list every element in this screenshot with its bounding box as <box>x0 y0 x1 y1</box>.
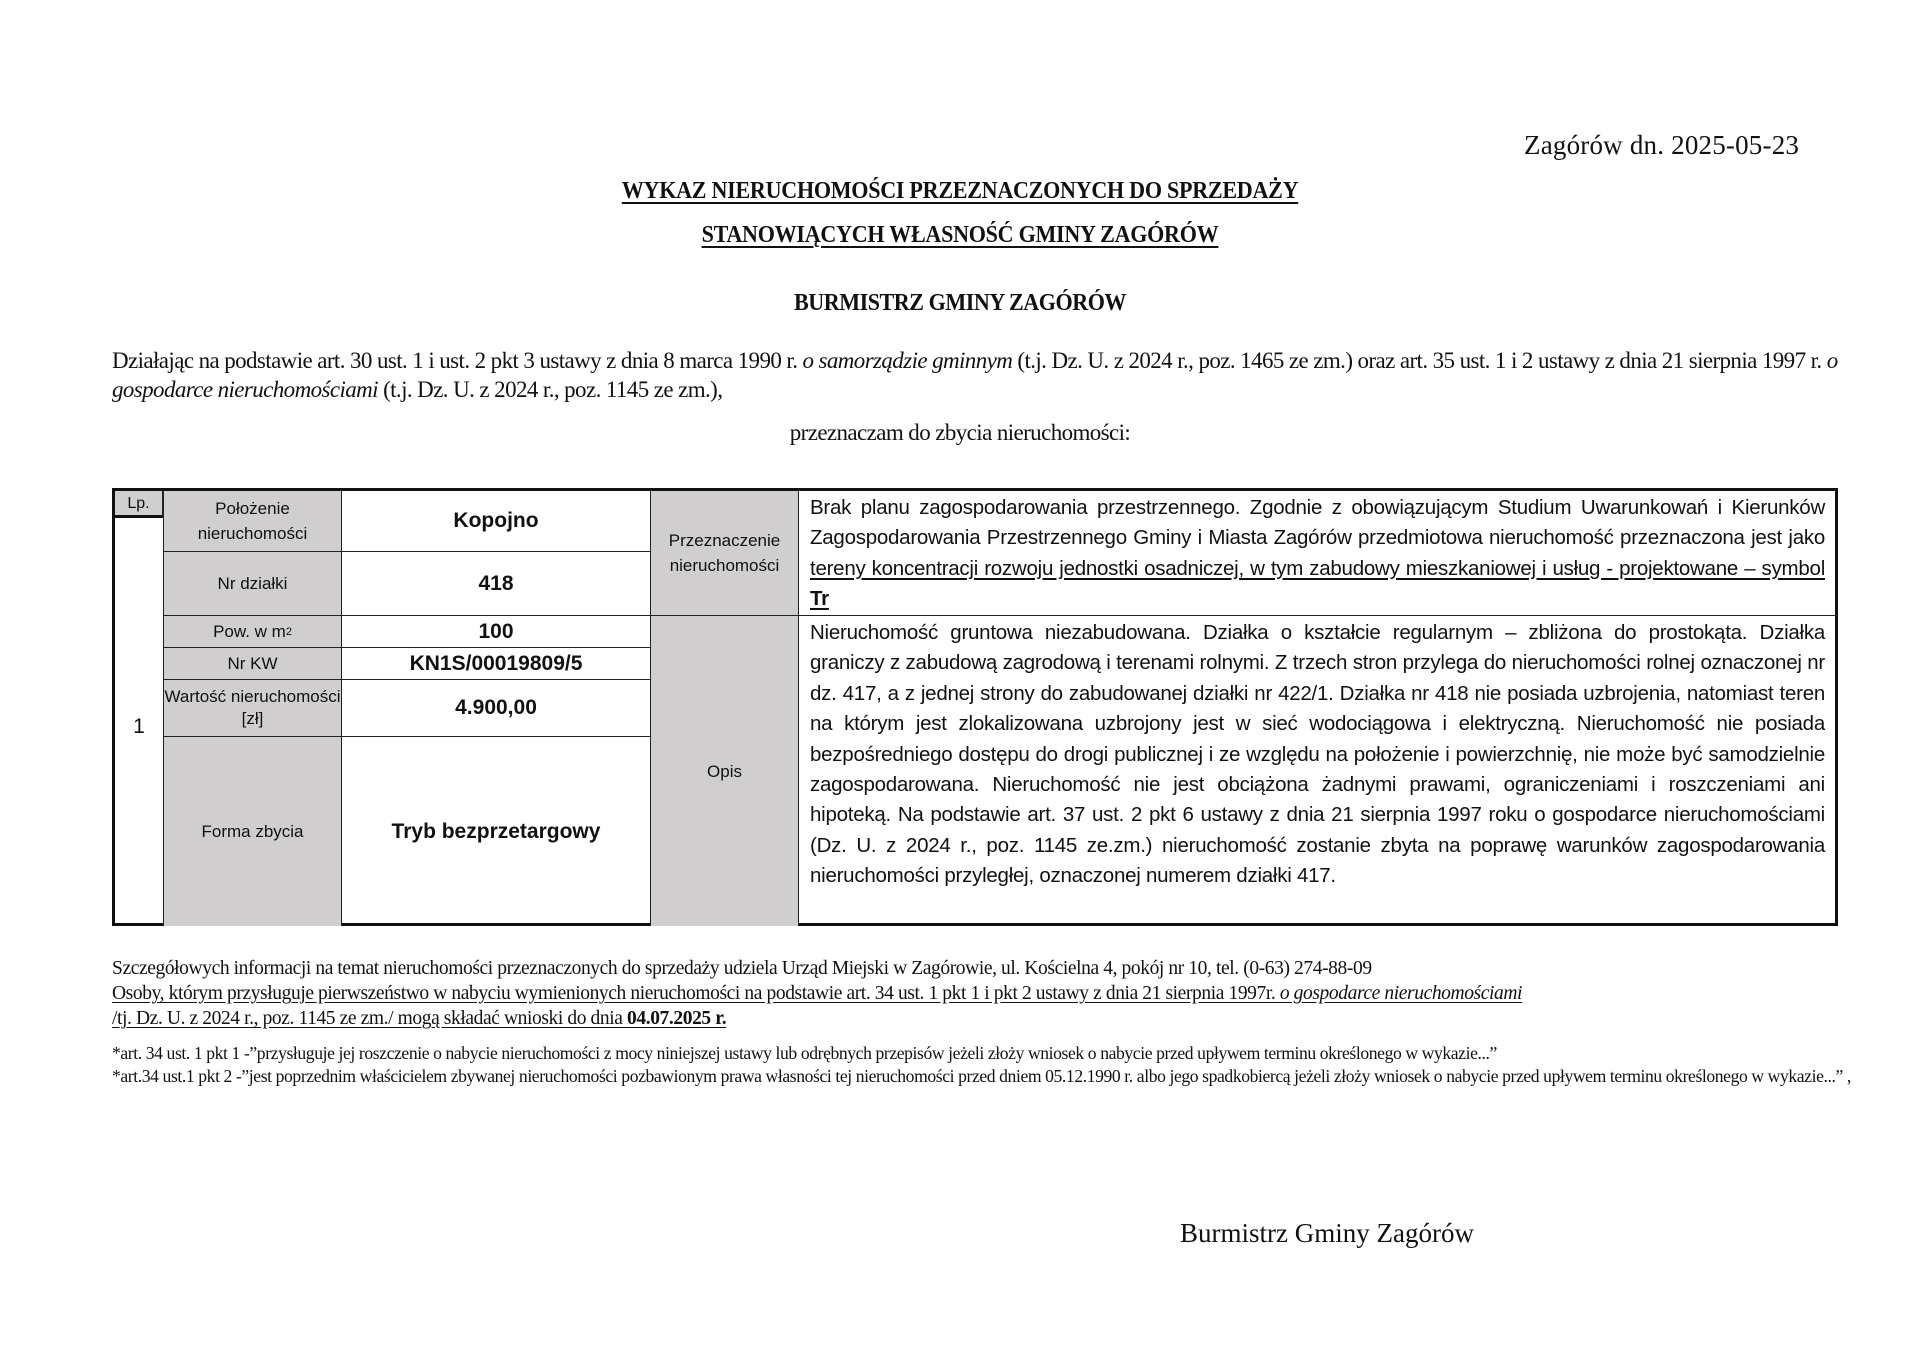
purpose-plain-text: Brak planu zagospodarowania przestrzennego. Zgodnie z obowiązującym Studium Uwarunkowań i Kierunków Zagospodarowania Przestrzennego Gminy i Miasta Zagórów przedmiotowa nieruchomość przeznaczona jest jako <box>810 496 1825 550</box>
act-title-real-estate: o gospodarce nieruchomościami <box>112 348 1838 402</box>
label-purpose: Przeznaczenie nieruchomości <box>650 491 798 615</box>
priority-act-title: o gospodarce nieruchomościami <box>1279 983 1523 1004</box>
legal-basis-text-3: (t.j. Dz. U. z 2024 r., poz. 1145 ze zm.), <box>377 377 723 402</box>
footnote-2: *art.34 ust.1 pkt 2 -”jest poprzednim właścicielem zbywanej nieruchomości pozbawionym prawa własności tej nieruchomości przed dniem 05.12.1990 r. albo jego spadkobiercą jeżeli złoży wniosek o nabycie przed upływem terminu określonego w wykazie...” , <box>112 1066 1851 1086</box>
document-title-line-1: WYKAZ NIERUCHOMOŚCI PRZEZNACZONYCH DO SPRZEDAŻY <box>621 178 1299 204</box>
priority-right-line-1 <box>112 981 1852 1006</box>
footnotes <box>112 1042 1852 1088</box>
contact-info-line: Szczegółowych informacji na temat nieruchomości przeznaczonych do sprzedaży udziela Urząd Miejski w Zagórowie, ul. Kościelna 4, pokój nr 10, tel. (0-63) 274-88-09 <box>112 958 1372 979</box>
document-title-line-2: STANOWIĄCYCH WŁASNOŚĆ GMINY ZAGÓRÓW <box>701 222 1219 248</box>
value-area: 100 <box>341 615 650 647</box>
zoning-symbol: Tr <box>810 587 829 611</box>
description-paragraph: Nieruchomość gruntowa niezabudowana. Działka o kształcie regularnym – zbliżona do prostokąta. Działka graniczy z zabudową zagrodową i terenami rolnymi. Z trzech stron przylega do nieruchomości rolnej oznaczonej nr dz. 417, a z jednej strony do zabudowanej działki nr 422/1. Działka nr 418 nie posiada uzbrojenia, natomiast teren na którym jest zlokalizowana uzbrojony jest w sieć wodociągowa i elektryczną. Nieruchomość nie posiada bezpośredniego dostępu do drogi publicznej i ze względu na położenie i powierzchnię, nie może być samodzielnie zagospodarowana. Nieruchomość nie jest obciążona żadnymi prawami, ograniczeniami i roszczeniami ani hipoteką. Na podstawie art. 37 ust. 2 pkt 6 ustawy z dnia 21 sierpnia 1997 roku o gospodarce nieruchomościami (Dz. U. z 2024 r., poz. 1145 ze.zm.) nieruchomość zostanie zbyta na poprawę warunków zagospodarowania nieruchomości przyległej, oznaczonej numerem działki 417. <box>810 621 1825 888</box>
label-land-register: Nr KW <box>163 647 341 679</box>
label-description: Opis <box>650 615 798 926</box>
purpose-zoning-designation <box>810 557 1825 610</box>
signature-mayor: Burmistrz Gminy Zagórów <box>1180 1218 1474 1248</box>
application-deadline: 04.07.2025 r. <box>627 1008 727 1029</box>
purpose-paragraph <box>810 493 1825 615</box>
label-area-text: Pow. w m <box>213 622 286 641</box>
label-value: Wartość nieruchomości [zł] <box>163 679 341 736</box>
label-plot-number: Nr działki <box>163 551 341 615</box>
value-disposal-form: Tryb bezprzetargowy <box>341 736 650 926</box>
footnote-1: *art. 34 ust. 1 pkt 1 -”przysługuje jej roszczenie o nabycie nieruchomości z mocy niniejszej ustawy lub odrębnych przepisów jeżeli złoży wniosek o nabycie przed upływem terminu określonego w wykazie...” <box>112 1043 1497 1063</box>
priority-right-line-2 <box>112 1006 1852 1031</box>
value-property-value: 4.900,00 <box>341 679 650 736</box>
value-location: Kopojno <box>341 491 650 551</box>
act-title-municipal: o samorządzie gminnym <box>802 348 1013 373</box>
header-lp: Lp. <box>115 491 163 518</box>
label-disposal-form: Forma zbycia <box>163 736 341 926</box>
description-text <box>798 615 1835 926</box>
label-area: Pow. w m 2 <box>163 615 341 647</box>
row-number: 1 <box>133 715 145 738</box>
disposal-statement: przeznaczam do zbycia nieruchomości: <box>789 420 1131 445</box>
value-land-register: KN1S/00019809/5 <box>341 647 650 679</box>
legal-basis-text-1: Działając na podstawie art. 30 ust. 1 i ust. 2 pkt 3 ustawy z dnia 8 marca 1990 r. <box>112 348 803 373</box>
legal-basis-paragraph <box>112 346 1852 404</box>
place-and-date: Zagórów dn. 2025-05-23 <box>1524 130 1800 160</box>
priority-deadline-text: /tj. Dz. U. z 2024 r., poz. 1145 ze zm./ mogą składać wnioski do dnia <box>112 1008 628 1029</box>
issuer-heading: BURMISTRZ GMINY ZAGÓRÓW <box>793 290 1127 316</box>
legal-basis-text-2: (t.j. Dz. U. z 2024 r., poz. 1465 ze zm.) oraz art. 35 ust. 1 i 2 ustawy z dnia 21 sierpnia 1997 r. <box>1012 348 1827 373</box>
priority-right-text: Osoby, którym przysługuje pierwszeństwo w nabyciu wymienionych nieruchomości na podstawie art. 34 ust. 1 pkt 1 i pkt 2 ustawy z dnia 21 sierpnia 1997r. <box>112 983 1280 1004</box>
label-location: Położenie nieruchomości <box>163 491 341 551</box>
value-plot-number: 418 <box>341 551 650 615</box>
purpose-zoning-text: tereny koncentracji rozwoju jednostki osadniczej, w tym zabudowy mieszkaniowej i usług - projektowane – symbol <box>810 556 1825 580</box>
property-table <box>112 488 1838 926</box>
purpose-text <box>798 491 1835 615</box>
